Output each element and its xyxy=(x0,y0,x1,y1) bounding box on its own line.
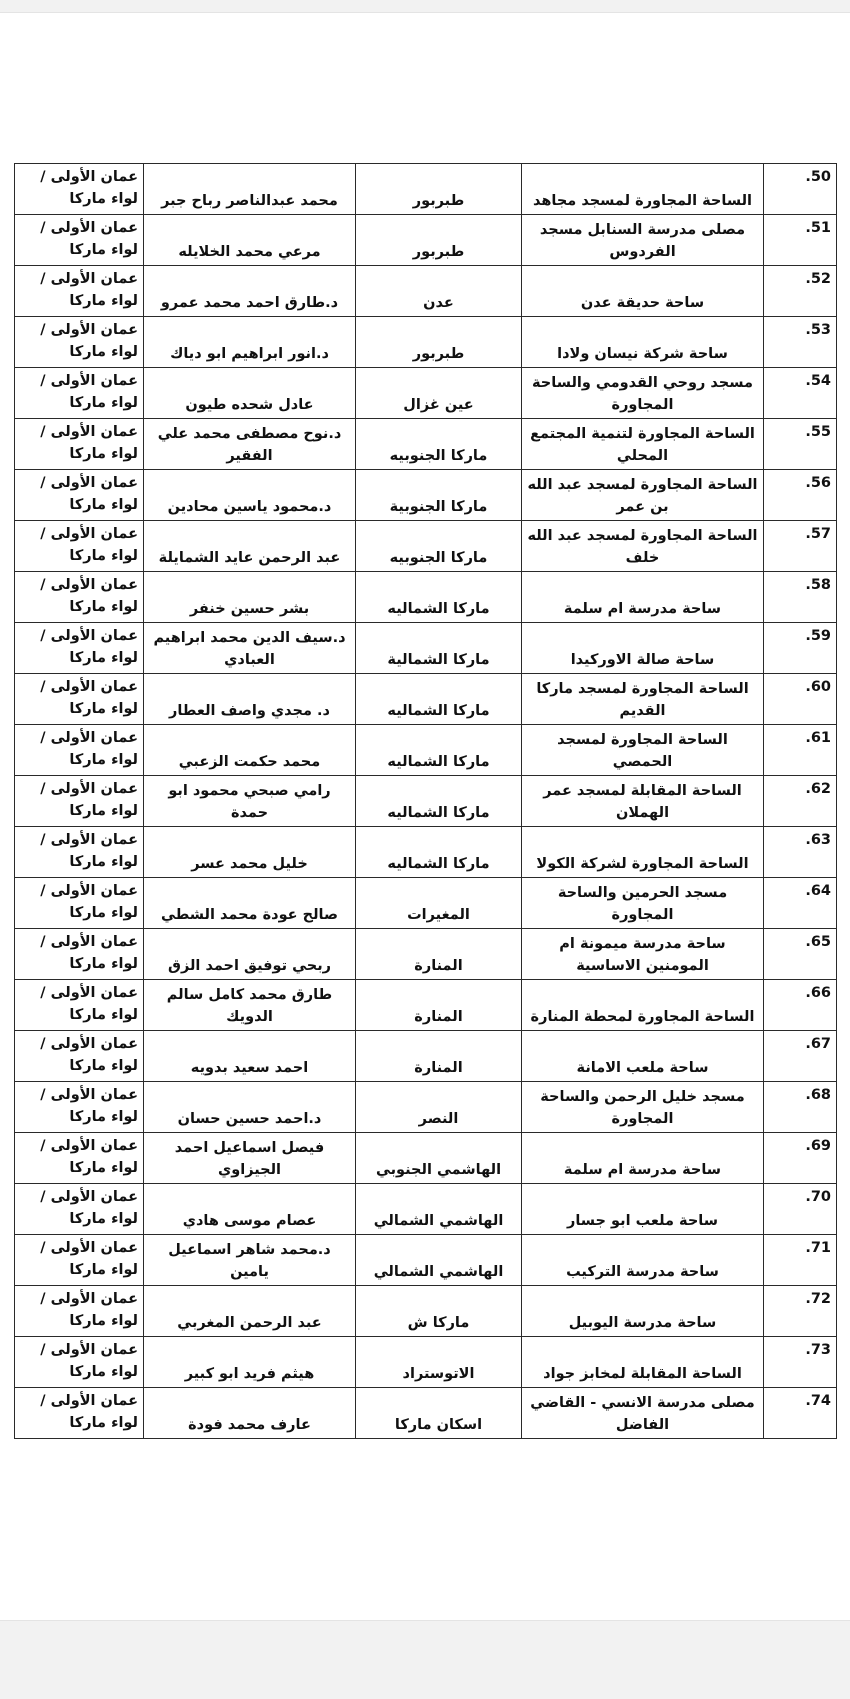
directorate-name: عمان الأولى / لواء ماركا xyxy=(15,164,144,215)
directorate-name: عمان الأولى / لواء ماركا xyxy=(15,1082,144,1133)
directorate-name: عمان الأولى / لواء ماركا xyxy=(15,470,144,521)
person-name: د.احمد حسين حسان xyxy=(144,1082,356,1133)
area-name: المنارة xyxy=(356,929,522,980)
area-name: ماركا الجنوبية xyxy=(356,470,522,521)
row-number: .52 xyxy=(764,266,837,317)
directorate-name: عمان الأولى / لواء ماركا xyxy=(15,521,144,572)
site-name: ساحة صالة الاوركيدا xyxy=(522,623,764,674)
site-name: ساحة مدرسة اليوبيل xyxy=(522,1286,764,1337)
table-row xyxy=(15,674,837,725)
area-name: المنارة xyxy=(356,1031,522,1082)
table-row xyxy=(15,1286,837,1337)
row-number: .53 xyxy=(764,317,837,368)
row-number: .60 xyxy=(764,674,837,725)
row-number: .61 xyxy=(764,725,837,776)
table-row xyxy=(15,215,837,266)
area-name: ماركا الشماليه xyxy=(356,725,522,776)
directorate-name: عمان الأولى / لواء ماركا xyxy=(15,266,144,317)
site-name: مسجد روحي القدومي والساحة المجاورة xyxy=(522,368,764,419)
person-name: د.محمود ياسين محادين xyxy=(144,470,356,521)
site-name: الساحة المجاورة لمسجد ماركا القديم xyxy=(522,674,764,725)
person-name: احمد سعيد بدويه xyxy=(144,1031,356,1082)
site-name: مسجد خليل الرحمن والساحة المجاورة xyxy=(522,1082,764,1133)
person-name: محمد عبدالناصر رباح جبر xyxy=(144,164,356,215)
table-row xyxy=(15,725,837,776)
area-name: طبربور xyxy=(356,317,522,368)
area-name: ماركا الشماليه xyxy=(356,674,522,725)
site-name: الساحة المجاورة لمسجد مجاهد xyxy=(522,164,764,215)
area-name: ماركا ش xyxy=(356,1286,522,1337)
row-number: .65 xyxy=(764,929,837,980)
directorate-name: عمان الأولى / لواء ماركا xyxy=(15,572,144,623)
directorate-name: عمان الأولى / لواء ماركا xyxy=(15,1133,144,1184)
person-name: عارف محمد فودة xyxy=(144,1388,356,1439)
row-number: .50 xyxy=(764,164,837,215)
site-name: ساحة ملعب الامانة xyxy=(522,1031,764,1082)
table-row xyxy=(15,317,837,368)
area-name: اسكان ماركا xyxy=(356,1388,522,1439)
area-name: ماركا الشمالية xyxy=(356,623,522,674)
person-name: محمد حكمت الزعبي xyxy=(144,725,356,776)
table-row xyxy=(15,1133,837,1184)
directorate-name: عمان الأولى / لواء ماركا xyxy=(15,929,144,980)
person-name: د.سيف الدين محمد ابراهيم العبادي xyxy=(144,623,356,674)
row-number: .71 xyxy=(764,1235,837,1286)
site-name: مسجد الحرمين والساحة المجاورة xyxy=(522,878,764,929)
area-name: الهاشمي الجنوبي xyxy=(356,1133,522,1184)
table-row xyxy=(15,1388,837,1439)
table-row xyxy=(15,929,837,980)
person-name: بشر حسين خنفر xyxy=(144,572,356,623)
person-name: د. مجدي واصف العطار xyxy=(144,674,356,725)
site-name: ساحة مدرسة ام سلمة xyxy=(522,1133,764,1184)
site-name: ساحة مدرسة ميمونة ام المومنين الاساسية xyxy=(522,929,764,980)
site-name: ساحة ملعب ابو جسار xyxy=(522,1184,764,1235)
table-row xyxy=(15,1184,837,1235)
site-name: الساحة المجاورة لشركة الكولا xyxy=(522,827,764,878)
row-number: .63 xyxy=(764,827,837,878)
directorate-name: عمان الأولى / لواء ماركا xyxy=(15,623,144,674)
site-name: الساحة المجاورة لتنمية المجتمع المحلي xyxy=(522,419,764,470)
site-name: الساحة المجاورة لمحطة المنارة xyxy=(522,980,764,1031)
table-row xyxy=(15,266,837,317)
table-row xyxy=(15,776,837,827)
table-row xyxy=(15,470,837,521)
directorate-name: عمان الأولى / لواء ماركا xyxy=(15,419,144,470)
site-name: مصلى مدرسة الانسي - القاضي الفاضل xyxy=(522,1388,764,1439)
person-name: د.محمد شاهر اسماعيل يامين xyxy=(144,1235,356,1286)
area-name: الاتوستراد xyxy=(356,1337,522,1388)
person-name: د.طارق احمد محمد عمرو xyxy=(144,266,356,317)
row-number: .56 xyxy=(764,470,837,521)
person-name: عصام موسى هادي xyxy=(144,1184,356,1235)
person-name: د.انور ابراهيم ابو دياك xyxy=(144,317,356,368)
table-row xyxy=(15,1082,837,1133)
locations-table xyxy=(14,163,837,1439)
site-name: ساحة شركة نيسان ولادا xyxy=(522,317,764,368)
row-number: .62 xyxy=(764,776,837,827)
directorate-name: عمان الأولى / لواء ماركا xyxy=(15,725,144,776)
person-name: عبد الرحمن عايد الشمايلة xyxy=(144,521,356,572)
table-row xyxy=(15,164,837,215)
directorate-name: عمان الأولى / لواء ماركا xyxy=(15,1337,144,1388)
table-row xyxy=(15,572,837,623)
row-number: .64 xyxy=(764,878,837,929)
row-number: .51 xyxy=(764,215,837,266)
area-name: ماركا الجنوبيه xyxy=(356,521,522,572)
directorate-name: عمان الأولى / لواء ماركا xyxy=(15,980,144,1031)
person-name: د.نوح مصطفى محمد علي الفقير xyxy=(144,419,356,470)
table-row xyxy=(15,623,837,674)
directorate-name: عمان الأولى / لواء ماركا xyxy=(15,827,144,878)
row-number: .59 xyxy=(764,623,837,674)
area-name: المغيرات xyxy=(356,878,522,929)
row-number: .58 xyxy=(764,572,837,623)
area-name: ماركا الجنوبيه xyxy=(356,419,522,470)
document-page xyxy=(0,12,850,1621)
site-name: الساحة المقابلة لمسجد عمر الهملان xyxy=(522,776,764,827)
person-name: مرعي محمد الخلايله xyxy=(144,215,356,266)
area-name: طبربور xyxy=(356,215,522,266)
table-row xyxy=(15,1337,837,1388)
row-number: .70 xyxy=(764,1184,837,1235)
site-name: ساحة مدرسة التركيب xyxy=(522,1235,764,1286)
person-name: فيصل اسماعيل احمد الجيزاوي xyxy=(144,1133,356,1184)
table-row xyxy=(15,521,837,572)
row-number: .57 xyxy=(764,521,837,572)
table-row xyxy=(15,368,837,419)
site-name: ساحة مدرسة ام سلمة xyxy=(522,572,764,623)
person-name: رامي صبحي محمود ابو حمدة xyxy=(144,776,356,827)
person-name: هيثم فريد ابو كبير xyxy=(144,1337,356,1388)
site-name: الساحة المجاورة لمسجد عبد الله خلف xyxy=(522,521,764,572)
site-name: ساحة حديقة عدن xyxy=(522,266,764,317)
row-number: .68 xyxy=(764,1082,837,1133)
directorate-name: عمان الأولى / لواء ماركا xyxy=(15,1031,144,1082)
table-row xyxy=(15,980,837,1031)
area-name: ماركا الشماليه xyxy=(356,827,522,878)
area-name: عدن xyxy=(356,266,522,317)
directorate-name: عمان الأولى / لواء ماركا xyxy=(15,317,144,368)
row-number: .67 xyxy=(764,1031,837,1082)
directorate-name: عمان الأولى / لواء ماركا xyxy=(15,1286,144,1337)
table-row xyxy=(15,419,837,470)
directorate-name: عمان الأولى / لواء ماركا xyxy=(15,368,144,419)
row-number: .74 xyxy=(764,1388,837,1439)
area-name: النصر xyxy=(356,1082,522,1133)
area-name: عين غزال xyxy=(356,368,522,419)
person-name: خليل محمد عسر xyxy=(144,827,356,878)
row-number: .69 xyxy=(764,1133,837,1184)
directorate-name: عمان الأولى / لواء ماركا xyxy=(15,1388,144,1439)
table-row xyxy=(15,827,837,878)
row-number: .72 xyxy=(764,1286,837,1337)
person-name: ربحي توفيق احمد الزق xyxy=(144,929,356,980)
area-name: ماركا الشماليه xyxy=(356,572,522,623)
row-number: .73 xyxy=(764,1337,837,1388)
area-name: الهاشمي الشمالي xyxy=(356,1235,522,1286)
area-name: الهاشمي الشمالي xyxy=(356,1184,522,1235)
row-number: .55 xyxy=(764,419,837,470)
row-number: .54 xyxy=(764,368,837,419)
person-name: عبد الرحمن المغربي xyxy=(144,1286,356,1337)
site-name: الساحة المجاورة لمسجد الحمصي xyxy=(522,725,764,776)
table-row xyxy=(15,1031,837,1082)
site-name: مصلى مدرسة السنابل مسجد الفردوس xyxy=(522,215,764,266)
area-name: طبربور xyxy=(356,164,522,215)
table-body xyxy=(15,164,837,1439)
table-row xyxy=(15,1235,837,1286)
area-name: ماركا الشماليه xyxy=(356,776,522,827)
directorate-name: عمان الأولى / لواء ماركا xyxy=(15,1235,144,1286)
person-name: طارق محمد كامل سالم الدويك xyxy=(144,980,356,1031)
directorate-name: عمان الأولى / لواء ماركا xyxy=(15,674,144,725)
area-name: المنارة xyxy=(356,980,522,1031)
directorate-name: عمان الأولى / لواء ماركا xyxy=(15,215,144,266)
site-name: الساحة المقابلة لمخابز جواد xyxy=(522,1337,764,1388)
site-name: الساحة المجاورة لمسجد عبد الله بن عمر xyxy=(522,470,764,521)
person-name: عادل شحده طيون xyxy=(144,368,356,419)
table-row xyxy=(15,878,837,929)
person-name: صالح عودة محمد الشطي xyxy=(144,878,356,929)
directorate-name: عمان الأولى / لواء ماركا xyxy=(15,878,144,929)
directorate-name: عمان الأولى / لواء ماركا xyxy=(15,1184,144,1235)
row-number: .66 xyxy=(764,980,837,1031)
directorate-name: عمان الأولى / لواء ماركا xyxy=(15,776,144,827)
